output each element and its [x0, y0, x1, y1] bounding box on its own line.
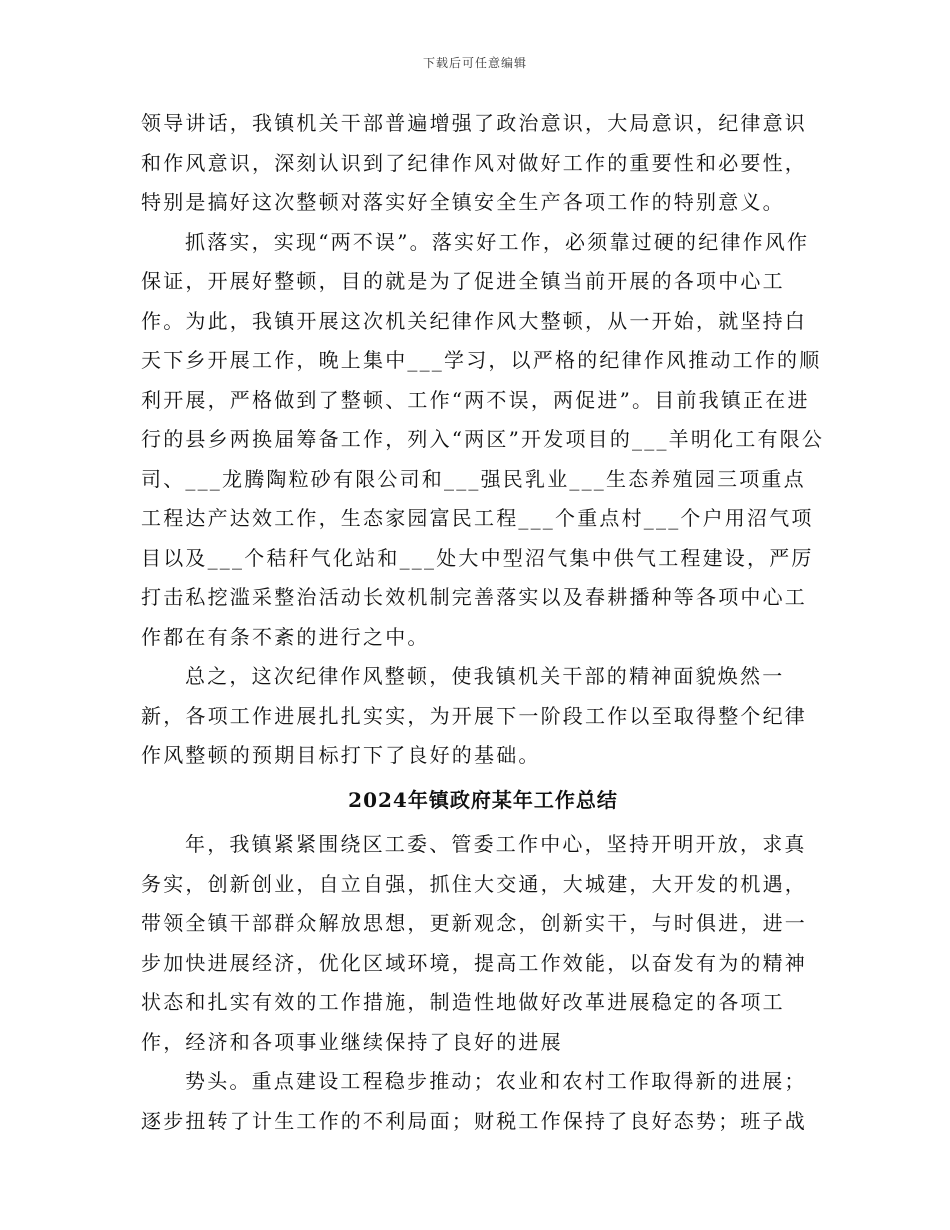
paragraph-implementation: 抓落实，实现“两不误”。落实好工作，必须靠过硬的纪律作风作保证，开展好整顿，目的就是为了促进全镇当前开展的各项中心工作。为此，我镇开展这次机关纪律作风大整顿，从一开始，就坚持白天下乡开展工作，晚上集中___学习，以严格的纪律作风推动工作的顺利开展，严格做到了整顿、工作“两不误，两促进”。目前我镇正在进行的县乡两换届筹备工作，列入“两区”开发项目的___羊明化工有限公司、___龙腾陶粒砂有限公司和___强民乳业___生态养殖园三项重点工程达产达效工作，生态家园富民工程___个重点村___个户用沼气项目以及___个秸秆气化站和___处大中型沼气集中供气工程建设，严厉打击私挖滥采整治活动长效机制完善落实以及春耕播种等各项中心工作都在有条不紊的进行之中。: [141, 229, 825, 649]
paragraph-summary-intro: 年，我镇紧紧围绕区工委、管委工作中心，坚持开明开放，求真务实，创新创业，自立自强，抓住大交通，大城建，大开发的机遇，带领全镇干部群众解放思想，更新观念，创新实干，与时俱进，进一步加快进展经济，优化区域环境，提高工作效能，以奋发有为的精神状态和扎实有效的工作措施，制造性地做好改革进展稳定的各项工作，经济和各项事业继续保持了良好的进展: [141, 832, 807, 1054]
paragraph-conclusion: 总之，这次纪律作风整顿，使我镇机关干部的精神面貌焕然一新，各项工作进展扎扎实实，为开展下一阶段工作以至取得整个纪律作风整顿的预期目标打下了良好的基础。: [141, 664, 807, 767]
document-body: [141, 104, 825, 1141]
section-title: 2024年镇政府某年工作总结: [348, 787, 618, 812]
paragraph-summary-achievements: 势头。重点建设工程稳步推动；农业和农村工作取得新的进展；逐步扭转了计生工作的不利局面；财税工作保持了良好态势；班子战: [141, 1069, 807, 1133]
paragraph-continued: 领导讲话，我镇机关干部普遍增强了政治意识，大局意识，纪律意识和作风意识，深刻认识到了纪律作风对做好工作的重要性和必要性，特别是搞好这次整顿对落实好全镇安全生产各项工作的特别意义。: [141, 111, 807, 214]
header-note: 下载后可任意编辑: [422, 56, 527, 70]
